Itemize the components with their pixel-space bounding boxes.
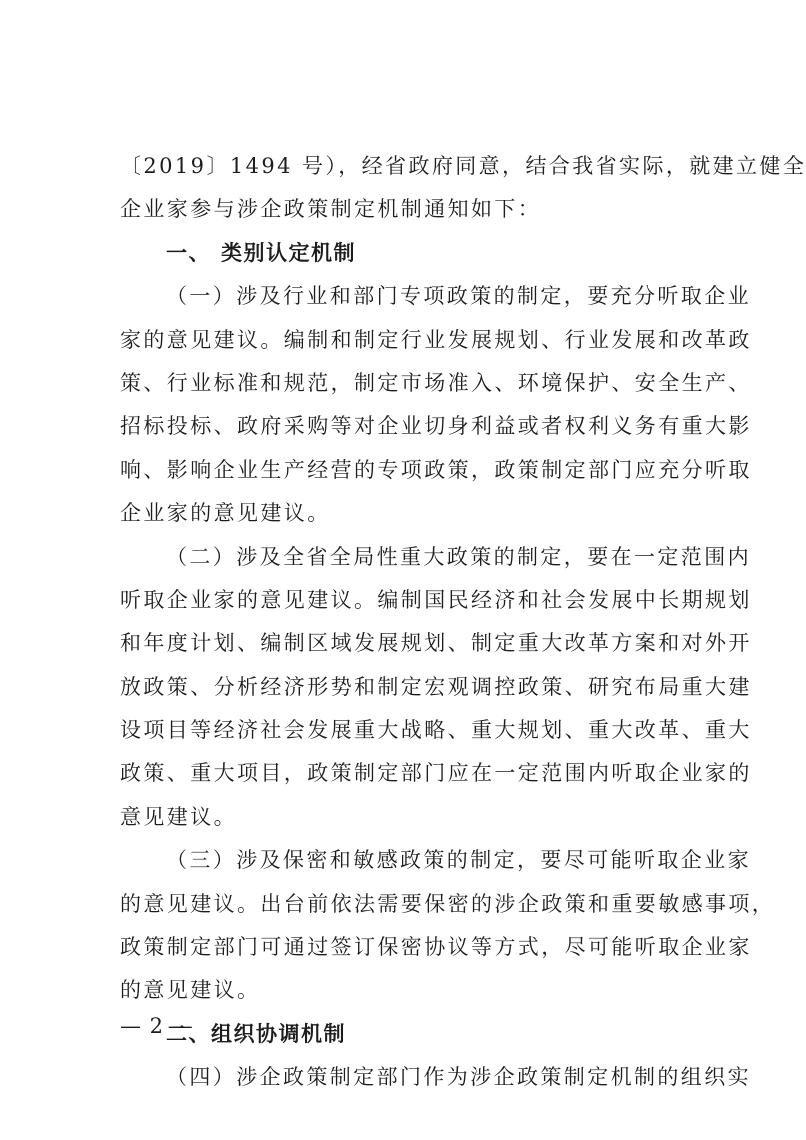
body-line: 响、影响企业生产经营的专项政策，政策制定部门应充分听取 <box>120 457 752 482</box>
body-line: 〔2019〕1494 号），经省政府同意，结合我省实际，就建立健全 <box>120 154 806 178</box>
body-line: 听取企业家的意见建议。编制国民经济和社会发展中长期规划 <box>120 587 752 612</box>
document-body <box>120 145 806 1100</box>
body-line: 家的意见建议。编制和制定行业发展规划、行业发展和改革政 <box>120 327 752 352</box>
section-heading-title: 类别认定机制 <box>221 240 356 265</box>
body-line: 的意见建议。 <box>120 978 261 1003</box>
body-line: 企业家参与涉企政策制定机制通知如下： <box>120 197 542 222</box>
body-line: 的意见建议。出台前依法需要保密的涉企政策和重要敏感事项， <box>120 891 776 916</box>
section-heading-number: 一、 <box>166 240 211 265</box>
section-heading-category <box>120 232 720 275</box>
body-line: 设项目等经济社会发展重大战略、重大规划、重大改革、重大 <box>120 718 752 743</box>
section-heading-coordination: 二、组织协调机制 <box>166 1021 346 1046</box>
body-line: 放政策、分析经济形势和制定宏观调控政策、研究布局重大建 <box>120 674 752 699</box>
body-line: 和年度计划、编制区域发展规划、制定重大改革方案和对外开 <box>120 631 752 656</box>
body-line: （一）涉及行业和部门专项政策的制定，要充分听取企业 <box>166 284 751 309</box>
body-line: （三）涉及保密和敏感政策的制定，要尽可能听取企业家 <box>166 848 751 873</box>
body-line: （四）涉企政策制定部门作为涉企政策制定机制的组织实 <box>166 1065 751 1090</box>
page-number: — 2 — <box>120 1014 194 1038</box>
body-line: 政策制定部门可通过签订保密协议等方式，尽可能听取企业家 <box>120 935 752 960</box>
body-line: 企业家的意见建议。 <box>120 501 331 526</box>
body-line: 政策、重大项目，政策制定部门应在一定范围内听取企业家的 <box>120 761 752 786</box>
body-line: 招标投标、政府采购等对企业切身利益或者权利义务有重大影 <box>120 414 752 439</box>
body-line: （二）涉及全省全局性重大政策的制定，要在一定范围内 <box>166 544 751 569</box>
body-line: 策、行业标准和规范，制定市场准入、环境保护、安全生产、 <box>120 370 752 395</box>
body-line: 意见建议。 <box>120 804 237 829</box>
